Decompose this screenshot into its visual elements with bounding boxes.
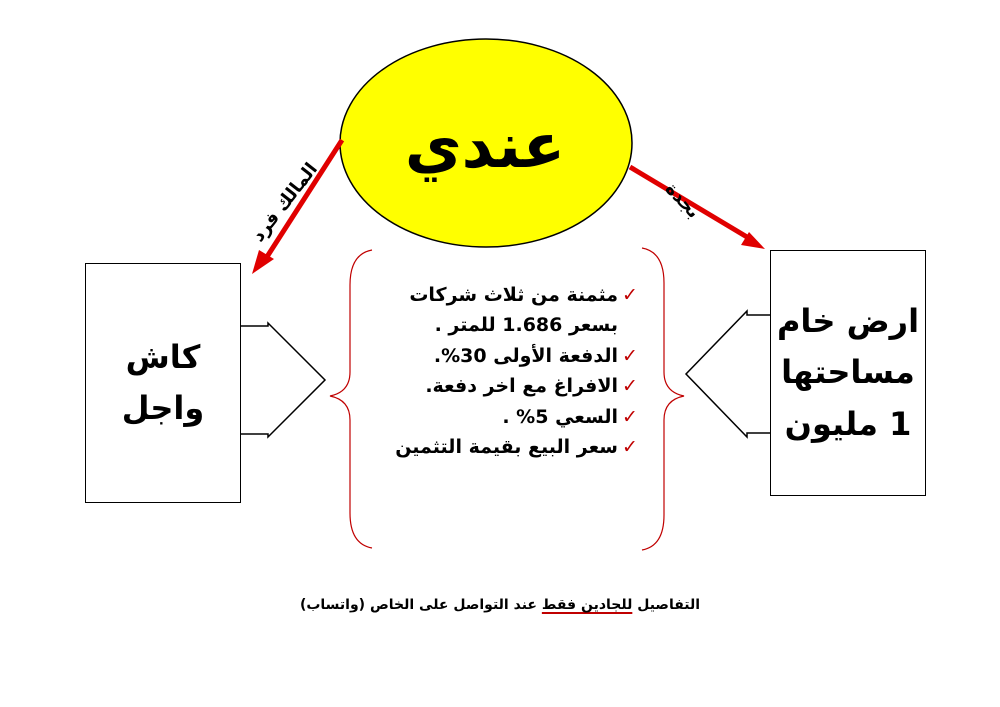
center-title: عندي <box>404 108 566 182</box>
left-box-line: واجل <box>121 389 205 427</box>
list-item <box>372 432 642 462</box>
right-box-line: ارض خام <box>776 302 920 341</box>
list-item <box>372 310 642 340</box>
right-curly-brace <box>642 248 684 550</box>
right-box <box>770 250 926 496</box>
condition-text: سعر البيع بقيمة التثمين <box>395 435 618 458</box>
check-icon: ✓ <box>622 435 638 458</box>
right-box-line: مساحتها <box>781 353 915 392</box>
condition-text: الدفعة الأولى 30%. <box>433 344 618 367</box>
right-hollow-arrow <box>686 311 771 437</box>
check-icon: ✓ <box>622 284 638 306</box>
right-arrow-label: بجدة <box>660 178 704 223</box>
left-arrow-label: المالك فرد <box>247 159 323 246</box>
footer-text-before: التفاصيل <box>632 597 701 613</box>
footer-text-after: عند التواصل على الخاص (واتساب) <box>299 597 542 613</box>
list-item <box>372 371 642 401</box>
condition-text: الافراغ مع اخر دفعة. <box>425 375 618 398</box>
left-curly-brace <box>330 250 372 548</box>
condition-text: بسعر 1.686 للمتر . <box>434 314 618 337</box>
right-box-line: 1 مليون <box>784 404 912 443</box>
footer-note <box>0 597 1000 613</box>
red-arrow-left <box>252 140 342 274</box>
left-hollow-arrow <box>240 323 325 437</box>
condition-text: مثمنة من ثلاث شركات <box>409 284 618 306</box>
condition-text: السعي 5% . <box>502 405 618 428</box>
check-icon: ✓ <box>622 375 638 398</box>
left-box <box>85 263 241 503</box>
conditions-list <box>372 280 642 462</box>
right-box-text <box>777 296 919 450</box>
list-item <box>372 280 642 310</box>
check-icon: ✓ <box>622 405 638 428</box>
list-item <box>372 341 642 371</box>
left-box-text <box>122 332 204 434</box>
footer-text-underlined: للجادين فقط <box>541 597 633 613</box>
left-box-line: كاش <box>125 337 201 376</box>
check-icon: ✓ <box>622 344 638 367</box>
list-item <box>372 402 642 432</box>
